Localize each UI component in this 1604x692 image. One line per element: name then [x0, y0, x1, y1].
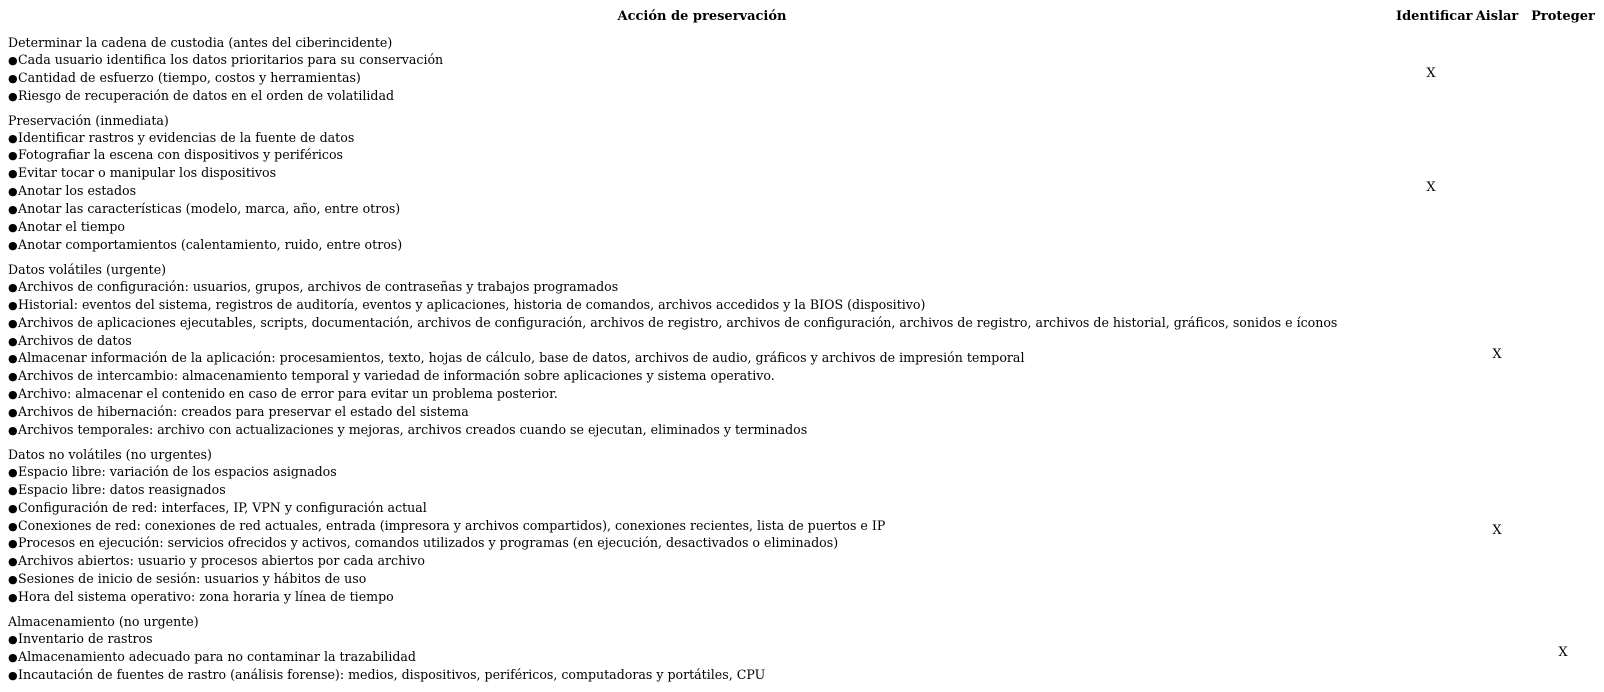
list-item-text: Evitar tocar o manipular los dispositivos — [18, 165, 277, 181]
list-item-text: Inventario de rastros — [18, 631, 153, 646]
action-cell — [8, 262, 1396, 447]
list-item — [8, 201, 1396, 219]
mark-protect — [1528, 35, 1598, 113]
bullet-icon: ● — [8, 221, 18, 235]
list-item — [8, 165, 1396, 183]
table-row — [8, 614, 1598, 692]
bullet-icon: ● — [8, 633, 18, 646]
table-row — [8, 262, 1598, 447]
list-item-text: Identificar rastros y evidencias de la fuente de datos — [18, 129, 355, 145]
bullet-icon: ● — [8, 573, 18, 587]
list-item — [8, 315, 1396, 333]
bullet-icon: ● — [8, 185, 18, 199]
bullet-icon: ● — [8, 519, 18, 533]
bullet-icon: ● — [8, 298, 18, 312]
list-item — [8, 500, 1396, 518]
mark-identify — [1396, 614, 1466, 692]
mark-protect: X — [1558, 645, 1568, 661]
mark-identify: X — [1426, 179, 1436, 195]
bullet-icon: ● — [8, 280, 18, 294]
list-item — [8, 219, 1396, 237]
list-item-text: Fotografiar la escena con dispositivos y periféricos — [18, 147, 344, 163]
bullet-icon: ● — [8, 167, 18, 181]
list-item — [8, 386, 1396, 404]
bullet-icon: ● — [8, 334, 18, 348]
mark-identify — [1396, 447, 1466, 614]
list-item-text: Archivos de datos — [18, 332, 132, 348]
list-item-text: Almacenar información de la aplicación: procesamientos, texto, hojas de cálculo, base de datos, archivos de audio, gráficos y archivos de impresión temporal — [18, 350, 1025, 366]
mark-isolate — [1466, 614, 1528, 692]
bullet-icon: ● — [8, 89, 18, 103]
list-item-text: Archivos de configuración: usuarios, grupos, archivos de contraseñas y trabajos programados — [18, 278, 619, 294]
action-cell — [8, 614, 1396, 692]
list-item — [8, 482, 1396, 500]
mark-identify — [1396, 262, 1466, 447]
list-item — [8, 147, 1396, 165]
bullet-icon: ● — [8, 388, 18, 402]
mark-identify: X — [1426, 66, 1436, 82]
table-row — [8, 447, 1598, 614]
list-item-text: Anotar el tiempo — [18, 219, 125, 235]
mark-isolate: X — [1492, 523, 1502, 539]
list-item-text: Archivos abiertos: usuario y procesos abiertos por cada archivo — [18, 553, 425, 569]
list-item — [8, 553, 1396, 571]
list-item — [8, 130, 1396, 148]
header-isolate: Aislar — [1475, 9, 1519, 24]
bullet-icon: ● — [8, 71, 18, 85]
list-item — [8, 52, 1396, 70]
group-title: Preservación (inmediata) — [8, 112, 169, 128]
mark-protect — [1528, 113, 1598, 262]
group-title: Determinar la cadena de custodia (antes del ciberincidente) — [8, 35, 393, 50]
list-item — [8, 333, 1396, 351]
bullet-icon: ● — [8, 149, 18, 163]
list-item-text: Espacio libre: variación de los espacios asignados — [18, 463, 337, 479]
header-protect: Proteger — [1531, 9, 1595, 24]
list-item — [8, 589, 1396, 607]
list-item-text: Cada usuario identifica los datos prioritarios para su conservación — [18, 51, 444, 67]
mark-protect — [1528, 262, 1598, 447]
bullet-icon: ● — [8, 238, 18, 252]
list-item-text: Archivos de aplicaciones ejecutables, scripts, documentación, archivos de configuración, archivos de registro, archivos de configuración, archivos de registro, archivos de historial, gráficos, sonidos e íconos — [18, 314, 1338, 330]
list-item-text: Riesgo de recuperación de datos en el orden de volatilidad — [18, 87, 395, 103]
bullet-icon: ● — [8, 352, 18, 366]
bullet-icon: ● — [8, 501, 18, 515]
header-identify: Identificar — [1396, 9, 1473, 24]
bullet-icon: ● — [8, 53, 18, 67]
list-item-text: Archivos de hibernación: creados para preservar el estado del sistema — [18, 404, 469, 420]
list-item-text: Cantidad de esfuerzo (tiempo, costos y herramientas) — [18, 69, 361, 85]
list-item — [8, 518, 1396, 536]
list-item-text: Anotar las características (modelo, marca, año, entre otros) — [18, 201, 401, 217]
group-title: Datos volátiles (urgente) — [8, 261, 167, 277]
bullet-icon: ● — [8, 591, 18, 605]
list-item-text: Hora del sistema operativo: zona horaria y línea de tiempo — [18, 589, 394, 605]
group-title: Datos no volátiles (no urgentes) — [8, 446, 212, 462]
list-item — [8, 571, 1396, 589]
bullet-icon: ● — [8, 465, 18, 479]
list-item-text: Incautación de fuentes de rastro (análisis forense): medios, dispositivos, periféricos, computadoras y portátiles, CPU — [18, 666, 766, 682]
list-item — [8, 631, 1396, 649]
mark-isolate: X — [1492, 346, 1502, 362]
list-item-text: Almacenamiento adecuado para no contaminar la trazabilidad — [18, 648, 416, 664]
list-item-text: Anotar los estados — [18, 183, 137, 199]
bullet-icon: ● — [8, 555, 18, 569]
table-body — [8, 35, 1598, 692]
list-item — [8, 535, 1396, 553]
mark-isolate — [1466, 35, 1528, 113]
list-item — [8, 404, 1396, 422]
list-item — [8, 88, 1396, 106]
action-cell — [8, 35, 1396, 113]
table-row — [8, 35, 1598, 113]
list-item — [8, 464, 1396, 482]
list-item — [8, 297, 1396, 315]
list-item-text: Espacio libre: datos reasignados — [18, 481, 226, 497]
list-item-text: Archivos temporales: archivo con actualizaciones y mejoras, archivos creados cuando se ejecutan, eliminados y terminados — [18, 422, 808, 438]
bullet-icon: ● — [8, 316, 18, 330]
action-cell — [8, 113, 1396, 262]
bullet-icon: ● — [8, 131, 18, 145]
table-row — [8, 113, 1598, 262]
bullet-icon: ● — [8, 650, 18, 664]
preservation-table — [8, 8, 1598, 692]
list-item — [8, 368, 1396, 386]
list-item-text: Historial: eventos del sistema, registros de auditoría, eventos y aplicaciones, historia de comandos, archivos accedidos y la BIOS (dispositivo) — [18, 296, 926, 312]
header-action: Acción de preservación — [617, 9, 787, 24]
list-item — [8, 350, 1396, 368]
bullet-icon: ● — [8, 424, 18, 438]
bullet-icon: ● — [8, 406, 18, 420]
table-header-row — [8, 8, 1598, 35]
list-item-text: Conexiones de red: conexiones de red actuales, entrada (impresora y archivos compartidos), conexiones recientes, lista de puertos e IP — [18, 517, 886, 533]
list-item-text: Anotar comportamientos (calentamiento, ruido, entre otros) — [18, 236, 403, 252]
list-item-text: Configuración de red: interfaces, IP, VPN y configuración actual — [18, 499, 427, 515]
list-item — [8, 279, 1396, 297]
list-item — [8, 422, 1396, 440]
bullet-icon: ● — [8, 668, 18, 682]
action-cell — [8, 447, 1396, 614]
list-item — [8, 667, 1396, 685]
list-item — [8, 649, 1396, 667]
list-item-text: Sesiones de inicio de sesión: usuarios y hábitos de uso — [18, 571, 367, 587]
bullet-icon: ● — [8, 537, 18, 551]
list-item-text: Procesos en ejecución: servicios ofrecidos y activos, comandos utilizados y programas (en ejecución, desactivados o eliminados) — [18, 535, 839, 551]
mark-protect — [1528, 447, 1598, 614]
list-item — [8, 70, 1396, 88]
bullet-icon: ● — [8, 203, 18, 217]
list-item — [8, 183, 1396, 201]
list-item-text: Archivo: almacenar el contenido en caso de error para evitar un problema posterior. — [18, 386, 558, 402]
bullet-icon: ● — [8, 483, 18, 497]
mark-isolate — [1466, 113, 1528, 262]
group-title: Almacenamiento (no urgente) — [8, 614, 199, 630]
list-item — [8, 237, 1396, 255]
list-item-text: Archivos de intercambio: almacenamiento temporal y variedad de información sobre aplicaciones y sistema operativo. — [18, 368, 775, 384]
bullet-icon: ● — [8, 370, 18, 384]
